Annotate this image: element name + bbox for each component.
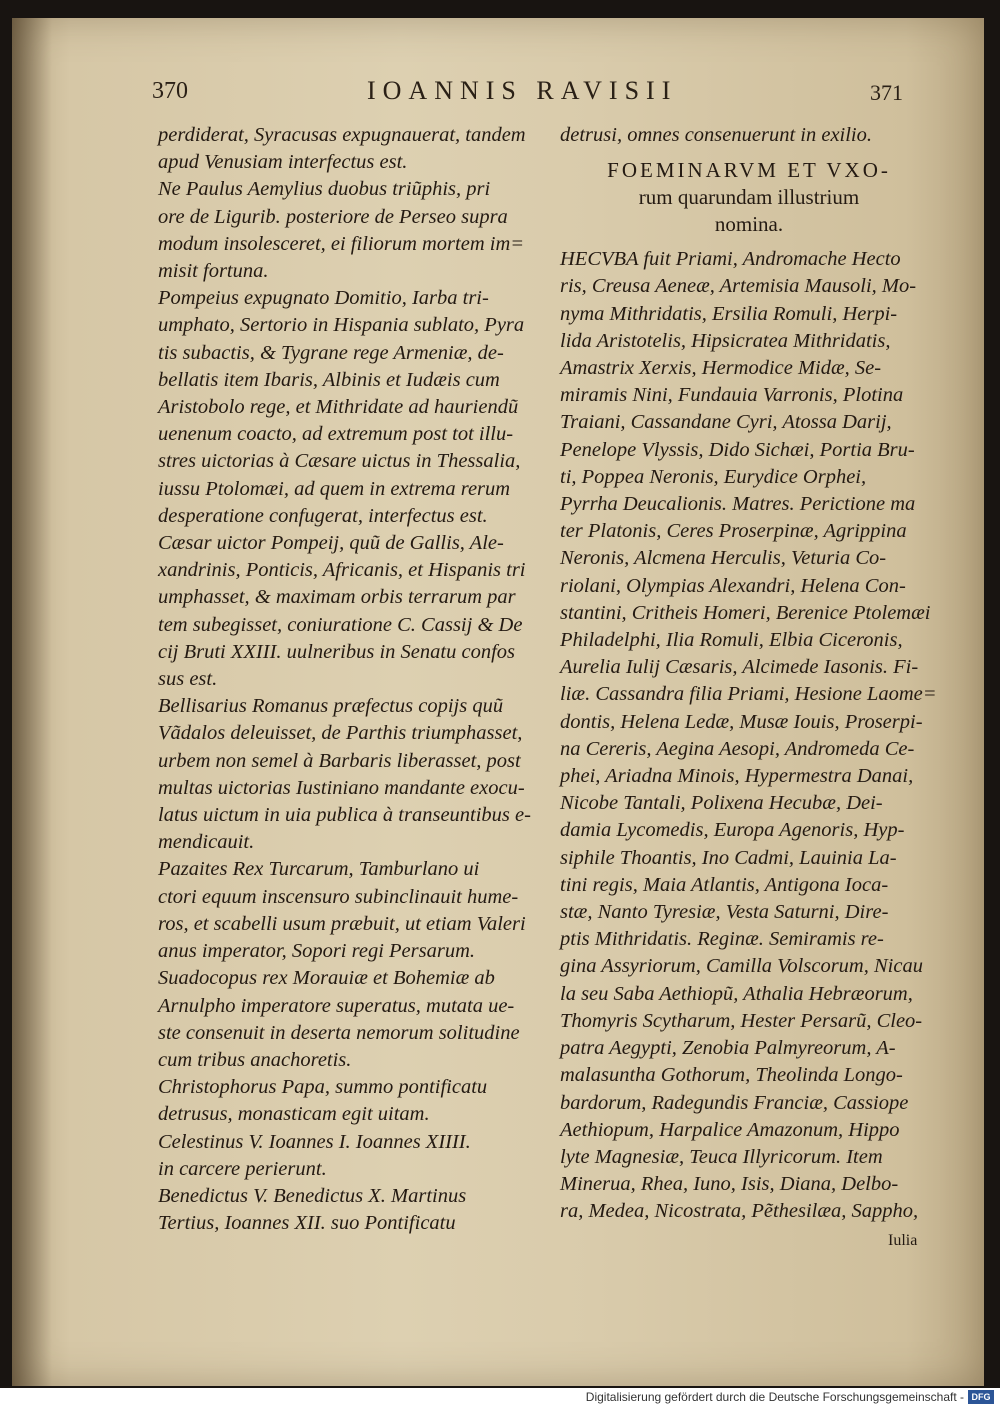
text-line: damia Lycomedis, Europa Agenoris, Hyp- [560,819,905,842]
text-line: Benedictus V. Benedictus X. Martinus [158,1184,467,1207]
text-line: Pyrrha Deucalionis. Matres. Perictione ma [560,493,916,516]
text-line: stantini, Critheis Homeri, Berenice Ptolemæi [560,601,931,624]
folio-left: 370 [152,78,188,104]
text-line: tis subactis, & Tygrane rege Armeniæ, de- [158,341,504,364]
text-line: rum quarundam illustrium [638,185,860,210]
text-line: Vãdalos deleuisset, de Parthis triumphasset, [158,722,523,745]
text-line: ore de Ligurib. posteriore de Perseo supra [158,205,508,228]
text-line: mendicauit. [158,831,255,854]
text-line: bardorum, Radegundis Franciæ, Cassiope [560,1091,909,1114]
text-line: lyte Magnesiæ, Teuca Illyricorum. Item [560,1145,883,1168]
text-line: miramis Nini, Fundauia Varronis, Plotina [560,384,904,407]
left-text-column [158,122,542,1237]
text-line: in carcere perierunt. [158,1157,327,1180]
text-line: Pazaites Rex Turcarum, Tamburlano ui [158,858,480,881]
text-line: nyma Mithridatis, Ersilia Romuli, Herpi- [560,302,898,325]
text-line: lida Aristotelis, Hipsicratea Mithridatis, [560,329,891,352]
text-line: sus est. [158,668,218,691]
text-line: misit fortuna. [158,260,269,283]
right-text-column [560,122,938,1226]
text-line: Neronis, Alcmena Herculis, Veturia Co- [560,547,887,570]
text-line: Bellisarius Romanus præfectus copijs quũ [158,695,504,718]
text-line: na Cereris, Aegina Aesopi, Andromeda Ce- [560,737,915,760]
text-line: latus uictum in uia publica à transeuntibus e- [158,804,531,827]
text-line: Christophorus Papa, summo pontificatu [158,1076,488,1099]
text-line: xandrinis, Ponticis, Africanis, et Hispanis tri [158,559,526,582]
text-line: la seu Saba Aethiopũ, Athalia Hebræorum, [560,982,913,1005]
text-line: Penelope Vlyssis, Dido Sichæi, Portia Bru- [560,438,915,461]
folio-right: 371 [870,80,903,105]
book-page [12,18,984,1386]
text-line: detrusi, omnes consenuerunt in exilio. [560,124,873,146]
text-line: tini regis, Maia Atlantis, Antigona Ioca- [560,873,889,896]
text-line: nomina. [714,212,784,237]
text-line: liæ. Cassandra filia Priami, Hesione Laome= [560,683,937,706]
text-line: multas uictorias Iustiniano mandante exocu- [158,776,525,799]
text-line: ptis Mithridatis. Reginæ. Semiramis re- [560,928,884,951]
text-line: cum tribus anachoretis. [158,1048,352,1071]
running-title: IOANNIS RAVISII [367,76,678,105]
text-line: Aurelia Iulij Cæsaris, Alcimede Iasonis. Fi- [560,656,919,679]
text-line: Traiani, Cassandane Cyri, Atossa Darij, [560,411,892,434]
text-line: desperatione confugerat, interfectus est. [158,504,488,527]
text-line: uenenum coacto, ad extremum post tot illu- [158,423,514,446]
text-line: perdiderat, Syracusas expugnauerat, tandem [158,124,526,146]
text-line: malasuntha Gothorum, Theolinda Longo- [560,1064,903,1087]
text-line: iussu Ptolomæi, ad quem in extrema rerum [158,477,511,500]
text-line: tem subegisset, coniuratione C. Cassij & De [158,613,523,636]
text-line: patra Aegypti, Zenobia Palmyreorum, A- [560,1037,896,1060]
section-heading [560,157,938,238]
text-line: ste consenuit in deserta nemorum solitudine [158,1021,520,1044]
right-column-body [560,246,938,1225]
text-line: anus imperator, Sopori regi Persarum. [158,940,475,963]
text-line: Cæsar uictor Pompeij, quũ de Gallis, Ale- [158,532,504,555]
text-line: Amastrix Xerxis, Hermodice Midæ, Se- [560,357,882,380]
gutter-shadow [12,18,52,1386]
text-line: ris, Creusa Aeneæ, Artemisia Mausoli, Mo- [560,275,917,298]
text-line: phei, Ariadna Minois, Hypermestra Danai, [560,765,914,788]
text-line: Tertius, Ioannes XII. suo Pontificatu [158,1212,456,1235]
text-line: ter Platonis, Ceres Proserpinæ, Agrippina [560,520,907,543]
text-line: Thomyris Scytharum, Hester Persarũ, Cleo- [560,1009,923,1032]
text-line: dontis, Helena Ledæ, Musæ Iouis, Proserpi- [560,710,923,733]
text-line: Ne Paulus Aemylius duobus triũphis, pri [158,178,491,201]
catchword: Iulia [888,1232,918,1249]
text-line: apud Venusiam interfectus est. [158,151,408,174]
text-line: riolani, Olympias Alexandri, Helena Con- [560,574,906,597]
text-line: Pompeius expugnato Domitio, Iarba tri- [158,287,489,310]
dfg-logo: DFG [968,1390,994,1404]
text-line: FOEMINARVM ET VXO- [607,158,891,183]
text-line: Aristobolo rege, et Mithridate ad hauriendũ [158,396,519,419]
text-line: umphato, Sertorio in Hispania sublato, Pyra [158,314,525,337]
text-line: gina Assyriorum, Camilla Volscorum, Nicau [560,955,923,978]
text-line: modum insolesceret, ei filiorum mortem im= [158,232,525,255]
page-header [12,74,984,114]
text-line: Aethiopum, Harpalice Amazonum, Hippo [560,1118,900,1141]
text-line: umphasset, & maximam orbis terrarum par [158,586,516,609]
text-line: Celestinus V. Ioannes I. Ioannes XIIII. [158,1130,471,1153]
text-line: bellatis item Ibaris, Albinis et Iudæis cum [158,368,500,391]
text-line: Suadocopus rex Morauiæ et Bohemiæ ab [158,967,495,990]
text-line: Minerua, Rhea, Iuno, Isis, Diana, Delbo- [560,1173,899,1196]
text-line: ros, et scabelli usum præbuit, ut etiam Valeri [158,912,526,935]
text-line: ti, Poppea Neronis, Eurydice Orphei, [560,465,867,488]
text-line: Arnulpho imperatore superatus, mutata ue- [158,994,515,1017]
text-line: Philadelphi, Ilia Romuli, Elbia Ciceronis, [560,629,903,652]
text-line: cij Bruti XXIII. uulneribus in Senatu confos [158,640,515,663]
text-line: Nicobe Tantali, Polixena Hecubæ, Dei- [560,792,883,815]
text-line: siphile Thoantis, Ino Cadmi, Lauinia La- [560,846,897,869]
footer-credit: Digitalisierung gefördert durch die Deutsche Forschungsgemeinschaft - [585,1390,964,1404]
text-line: ra, Medea, Nicostrata, Pẽthesilæa, Sappho, [560,1200,919,1223]
text-line: ctori equum inscensuro subinclinauit hume- [158,885,519,908]
text-line: stæ, Nanto Tyresiæ, Vesta Saturni, Dire- [560,901,889,924]
footer-bar [0,1388,1000,1407]
text-line: urbem non semel à Barbaris liberasset, post [158,749,521,772]
text-line: stres uictorias à Cæsare uictus in Thessalia, [158,450,521,473]
text-line: HECVBA fuit Priami, Andromache Hecto [560,248,901,271]
text-line: detrusus, monasticam egit uitam. [158,1103,430,1126]
